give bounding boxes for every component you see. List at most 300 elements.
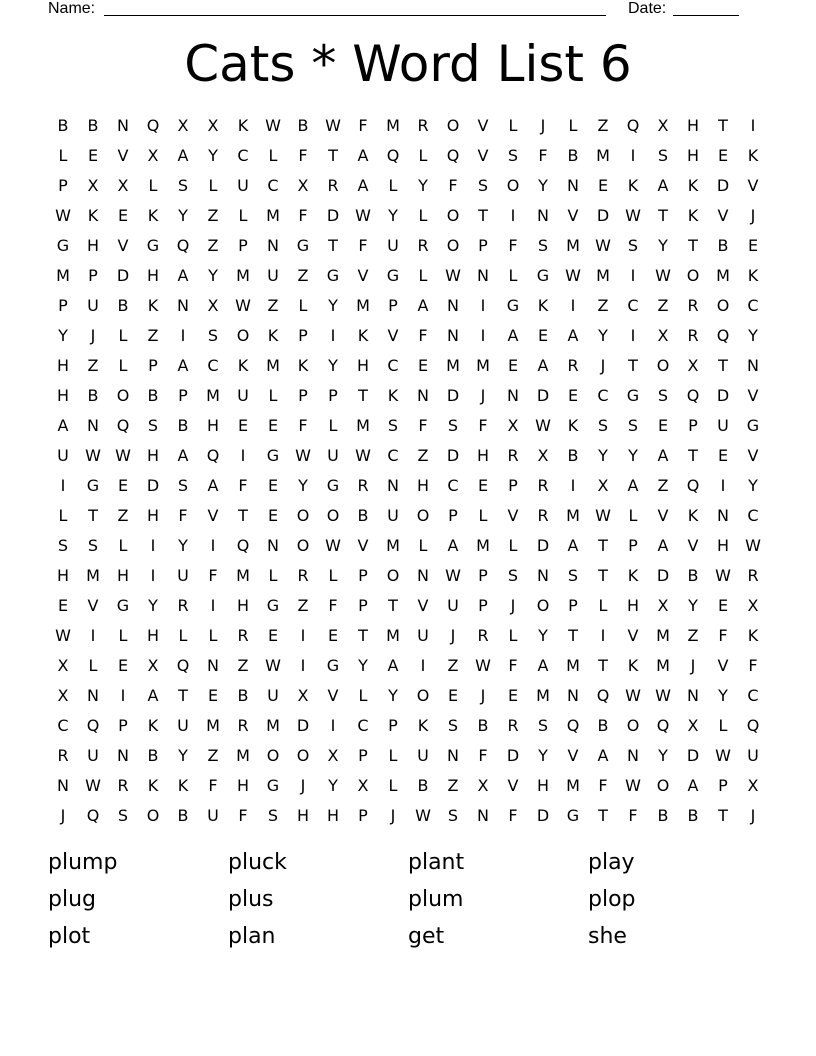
grid-letter: T (88, 505, 98, 525)
grid-letter: M (386, 535, 400, 555)
grid-letter: X (687, 715, 699, 735)
grid-letter: S (147, 415, 159, 435)
grid-letter: L (208, 625, 218, 645)
grid-letter: V (567, 205, 579, 225)
grid-letter: D (686, 745, 700, 765)
grid-letter: O (326, 505, 340, 525)
grid-letter: A (597, 745, 609, 765)
grid-letter: P (238, 235, 248, 255)
grid-letter: W (355, 205, 371, 225)
grid-letter: S (627, 235, 639, 255)
grid-letter: G (566, 805, 580, 825)
grid-letter: G (386, 265, 400, 285)
grid-letter: I (630, 325, 636, 345)
grid-letter: T (718, 355, 728, 375)
grid-letter: Q (686, 475, 700, 495)
grid-letter: N (57, 775, 69, 795)
grid-letter: Y (658, 745, 668, 765)
grid-letter: U (177, 565, 189, 585)
grid-letter: N (417, 385, 429, 405)
grid-letter: Y (538, 625, 548, 645)
grid-letter: D (536, 385, 550, 405)
grid-letter: B (87, 385, 99, 405)
grid-letter: O (716, 295, 730, 315)
grid-letter: O (446, 205, 460, 225)
grid-letter: L (508, 265, 518, 285)
grid-letter: B (147, 745, 159, 765)
grid-letter: X (747, 775, 759, 795)
grid-letter: N (267, 235, 279, 255)
grid-letter: E (477, 475, 489, 495)
grid-letter: D (326, 205, 340, 225)
grid-letter: J (540, 115, 546, 135)
grid-letter: Z (237, 655, 249, 675)
word-list-item: plot (48, 924, 91, 949)
grid-letter: W (625, 685, 641, 705)
grid-letter: R (507, 445, 519, 465)
grid-letter: P (508, 475, 518, 495)
grid-letter: J (600, 355, 606, 375)
grid-letter: R (417, 115, 429, 135)
grid-letter: V (507, 775, 519, 795)
grid-letter: X (537, 445, 549, 465)
grid-letter: U (87, 745, 99, 765)
grid-letter: S (177, 475, 189, 495)
grid-letter: V (327, 685, 339, 705)
grid-letter: D (716, 385, 730, 405)
grid-letter: M (386, 115, 400, 135)
grid-letter: Z (657, 295, 669, 315)
grid-letter: G (266, 595, 280, 615)
grid-letter: K (627, 175, 639, 195)
grid-letter: R (747, 565, 759, 585)
grid-letter: M (56, 265, 70, 285)
grid-letter: N (117, 115, 129, 135)
grid-letter: Q (386, 145, 400, 165)
grid-letter: K (87, 205, 99, 225)
grid-letter: Q (716, 325, 730, 345)
grid-letter: W (325, 535, 341, 555)
grid-letter: A (417, 295, 429, 315)
grid-letter: B (297, 115, 309, 135)
grid-letter: R (537, 505, 549, 525)
grid-letter: E (507, 355, 519, 375)
grid-letter: Y (328, 775, 338, 795)
grid-letter: A (447, 535, 459, 555)
grid-letter: R (117, 775, 129, 795)
grid-letter: O (626, 715, 640, 735)
grid-letter: K (687, 205, 699, 225)
grid-letter: F (628, 805, 638, 825)
grid-letter: V (567, 745, 579, 765)
grid-letter: F (358, 235, 368, 255)
grid-letter: G (326, 475, 340, 495)
grid-letter: G (266, 775, 280, 795)
grid-letter: Y (658, 235, 668, 255)
grid-letter: L (118, 535, 128, 555)
grid-letter: I (630, 265, 636, 285)
grid-letter: C (627, 295, 639, 315)
grid-letter: L (718, 715, 728, 735)
grid-letter: R (687, 295, 699, 315)
grid-letter: V (87, 595, 99, 615)
grid-letter: Y (58, 325, 68, 345)
grid-letter: B (597, 715, 609, 735)
word-list-item: plump (48, 850, 118, 875)
grid-letter: I (630, 145, 636, 165)
grid-letter: Q (656, 715, 670, 735)
grid-letter: L (568, 115, 578, 135)
grid-letter: Q (236, 535, 250, 555)
grid-letter: M (716, 265, 730, 285)
grid-letter: G (506, 295, 520, 315)
grid-letter: M (656, 625, 670, 645)
grid-letter: P (358, 565, 368, 585)
grid-letter: E (117, 655, 129, 675)
grid-letter: L (118, 625, 128, 645)
grid-letter: X (687, 355, 699, 375)
grid-letter: U (417, 745, 429, 765)
grid-letter: U (387, 505, 399, 525)
grid-letter: E (537, 325, 549, 345)
grid-letter: M (266, 205, 280, 225)
grid-letter: O (296, 535, 310, 555)
grid-letter: S (627, 415, 639, 435)
letter-grid (48, 110, 768, 830)
grid-letter: A (147, 685, 159, 705)
grid-letter: B (87, 115, 99, 135)
grid-letter: L (88, 655, 98, 675)
grid-letter: H (236, 775, 250, 795)
grid-letter: J (750, 805, 756, 825)
word-list-item: get (408, 924, 445, 949)
grid-letter: W (655, 685, 671, 705)
grid-letter: O (296, 745, 310, 765)
grid-letter: V (627, 625, 639, 645)
word-list-item: plan (228, 924, 276, 949)
grid-letter: G (326, 655, 340, 675)
grid-letter: N (447, 325, 459, 345)
grid-letter: M (266, 355, 280, 375)
grid-letter: X (207, 295, 219, 315)
grid-letter: V (717, 655, 729, 675)
grid-letter: S (597, 415, 609, 435)
grid-letter: T (358, 625, 368, 645)
grid-letter: K (747, 265, 759, 285)
grid-letter: I (480, 325, 486, 345)
grid-letter: L (238, 205, 248, 225)
grid-letter: F (178, 505, 188, 525)
word-list-item: plug (48, 887, 96, 912)
grid-letter: T (688, 445, 698, 465)
grid-letter: M (266, 715, 280, 735)
grid-letter: Y (208, 145, 218, 165)
grid-letter: F (508, 805, 518, 825)
grid-letter: S (567, 565, 579, 585)
word-list-item: play (588, 850, 635, 875)
grid-letter: N (117, 745, 129, 765)
grid-letter: P (178, 385, 188, 405)
grid-letter: H (476, 445, 490, 465)
grid-letter: M (476, 535, 490, 555)
grid-letter: K (297, 355, 309, 375)
grid-letter: F (298, 415, 308, 435)
grid-letter: Z (597, 295, 609, 315)
grid-letter: U (267, 685, 279, 705)
grid-letter: W (115, 445, 131, 465)
grid-letter: V (387, 325, 399, 345)
grid-letter: M (236, 565, 250, 585)
grid-letter: V (507, 505, 519, 525)
grid-letter: N (567, 175, 579, 195)
grid-letter: O (266, 745, 280, 765)
grid-letter: G (626, 385, 640, 405)
grid-letter: I (120, 685, 126, 705)
grid-letter: E (507, 685, 519, 705)
grid-letter: L (388, 175, 398, 195)
grid-letter: P (358, 805, 368, 825)
grid-letter: P (478, 565, 488, 585)
grid-letter: N (207, 655, 219, 675)
grid-letter: C (747, 685, 759, 705)
grid-letter: X (207, 115, 219, 135)
grid-letter: L (58, 145, 68, 165)
grid-letter: K (237, 355, 249, 375)
grid-letter: Z (207, 235, 219, 255)
grid-letter: H (686, 145, 700, 165)
grid-letter: Y (748, 325, 758, 345)
grid-letter: Z (267, 295, 279, 315)
grid-letter: T (628, 355, 638, 375)
grid-letter: K (747, 145, 759, 165)
header (48, 0, 748, 20)
grid-letter: V (687, 535, 699, 555)
grid-letter: M (596, 145, 610, 165)
grid-letter: Z (297, 595, 309, 615)
grid-letter: E (747, 235, 759, 255)
grid-letter: W (265, 115, 281, 135)
grid-letter: N (627, 745, 639, 765)
grid-letter: D (506, 745, 520, 765)
grid-letter: C (387, 445, 399, 465)
grid-letter: B (687, 805, 699, 825)
grid-letter: W (535, 415, 551, 435)
grid-letter: N (447, 745, 459, 765)
grid-letter: D (296, 715, 310, 735)
grid-letter: P (88, 265, 98, 285)
grid-letter: K (147, 775, 159, 795)
grid-letter: H (146, 625, 160, 645)
grid-letter: E (717, 145, 729, 165)
grid-letter: A (657, 445, 669, 465)
grid-letter: Q (596, 685, 610, 705)
grid-letter: J (390, 805, 396, 825)
grid-letter: H (206, 415, 220, 435)
grid-letter: N (177, 295, 189, 315)
grid-letter: K (687, 505, 699, 525)
grid-letter: P (388, 715, 398, 735)
grid-letter: N (417, 565, 429, 585)
grid-letter: C (597, 385, 609, 405)
grid-letter: Y (178, 205, 188, 225)
grid-letter: G (746, 415, 760, 435)
grid-letter: L (178, 625, 188, 645)
grid-letter: Y (328, 355, 338, 375)
grid-letter: W (295, 445, 311, 465)
grid-letter: B (177, 805, 189, 825)
grid-letter: A (627, 475, 639, 495)
grid-letter: Z (447, 775, 459, 795)
grid-letter: S (537, 715, 549, 735)
grid-letter: T (718, 805, 728, 825)
grid-letter: M (236, 745, 250, 765)
grid-letter: F (508, 655, 518, 675)
grid-letter: Y (598, 445, 608, 465)
grid-letter: K (177, 775, 189, 795)
grid-letter: J (750, 205, 756, 225)
grid-letter: K (147, 205, 159, 225)
grid-letter: H (716, 535, 730, 555)
grid-letter: L (418, 205, 428, 225)
grid-letter: E (267, 475, 279, 495)
word-list-item: plop (588, 887, 636, 912)
grid-letter: H (626, 595, 640, 615)
grid-letter: K (747, 625, 759, 645)
grid-letter: V (717, 205, 729, 225)
grid-letter: B (237, 685, 249, 705)
grid-letter: M (596, 265, 610, 285)
grid-letter: Z (147, 325, 159, 345)
grid-letter: H (56, 355, 70, 375)
grid-letter: W (265, 655, 281, 675)
grid-letter: S (537, 235, 549, 255)
grid-letter: C (267, 175, 279, 195)
grid-letter: J (510, 595, 516, 615)
grid-letter: Q (566, 715, 580, 735)
grid-letter: F (478, 415, 488, 435)
grid-letter: L (628, 505, 638, 525)
grid-letter: U (387, 235, 399, 255)
grid-letter: W (565, 265, 581, 285)
grid-letter: B (567, 445, 579, 465)
grid-letter: R (477, 625, 489, 645)
grid-letter: C (57, 715, 69, 735)
grid-letter: T (688, 235, 698, 255)
grid-letter: P (58, 175, 68, 195)
grid-letter: I (570, 475, 576, 495)
grid-letter: I (510, 205, 516, 225)
grid-letter: U (177, 715, 189, 735)
grid-letter: K (567, 415, 579, 435)
grid-letter: S (447, 415, 459, 435)
grid-letter: P (718, 775, 728, 795)
grid-letter: A (387, 655, 399, 675)
grid-letter: O (446, 235, 460, 255)
grid-letter: N (747, 355, 759, 375)
grid-letter: R (237, 715, 249, 735)
grid-letter: J (300, 775, 306, 795)
grid-letter: D (656, 565, 670, 585)
grid-letter: E (207, 685, 219, 705)
grid-letter: O (686, 265, 700, 285)
grid-letter: W (415, 805, 431, 825)
grid-letter: S (117, 805, 129, 825)
grid-letter: J (690, 655, 696, 675)
grid-letter: X (477, 775, 489, 795)
grid-letter: X (657, 325, 669, 345)
grid-letter: X (177, 115, 189, 135)
grid-letter: E (87, 145, 99, 165)
grid-letter: I (480, 295, 486, 315)
grid-letter: Y (748, 475, 758, 495)
word-list-item: pluck (228, 850, 287, 875)
grid-letter: X (657, 115, 669, 135)
grid-letter: X (297, 685, 309, 705)
grid-letter: W (745, 535, 761, 555)
grid-letter: W (475, 655, 491, 675)
grid-letter: D (446, 385, 460, 405)
grid-letter: L (118, 355, 128, 375)
grid-letter: P (148, 355, 158, 375)
grid-letter: Y (208, 265, 218, 285)
grid-letter: I (300, 625, 306, 645)
grid-letter: R (177, 595, 189, 615)
grid-letter: N (267, 535, 279, 555)
grid-letter: W (595, 235, 611, 255)
grid-letter: J (450, 625, 456, 645)
grid-letter: A (537, 655, 549, 675)
grid-letter: X (297, 175, 309, 195)
grid-letter: A (177, 145, 189, 165)
grid-letter: C (357, 715, 369, 735)
grid-letter: D (716, 175, 730, 195)
grid-letter: B (687, 565, 699, 585)
grid-letter: S (87, 535, 99, 555)
grid-letter: B (147, 385, 159, 405)
grid-letter: O (536, 595, 550, 615)
grid-letter: D (446, 445, 460, 465)
grid-letter: L (268, 565, 278, 585)
grid-letter: S (657, 385, 669, 405)
grid-letter: Z (297, 265, 309, 285)
grid-letter: L (418, 535, 428, 555)
grid-letter: G (266, 445, 280, 465)
grid-letter: O (296, 505, 310, 525)
grid-letter: Y (148, 595, 158, 615)
grid-letter: B (567, 145, 579, 165)
grid-letter: N (537, 205, 549, 225)
grid-letter: T (718, 115, 728, 135)
grid-letter: L (478, 505, 488, 525)
grid-letter: H (686, 115, 700, 135)
grid-letter: G (56, 235, 70, 255)
grid-letter: L (358, 685, 368, 705)
grid-letter: V (477, 145, 489, 165)
grid-letter: T (178, 685, 188, 705)
grid-letter: U (747, 745, 759, 765)
grid-letter: I (600, 625, 606, 645)
grid-letter: X (657, 595, 669, 615)
grid-letter: T (598, 655, 608, 675)
grid-letter: H (236, 595, 250, 615)
grid-letter: B (417, 775, 429, 795)
grid-letter: Q (86, 805, 100, 825)
grid-letter: Q (686, 385, 700, 405)
grid-letter: L (598, 595, 608, 615)
grid-letter: L (418, 145, 428, 165)
grid-letter: T (478, 205, 488, 225)
grid-letter: V (417, 595, 429, 615)
